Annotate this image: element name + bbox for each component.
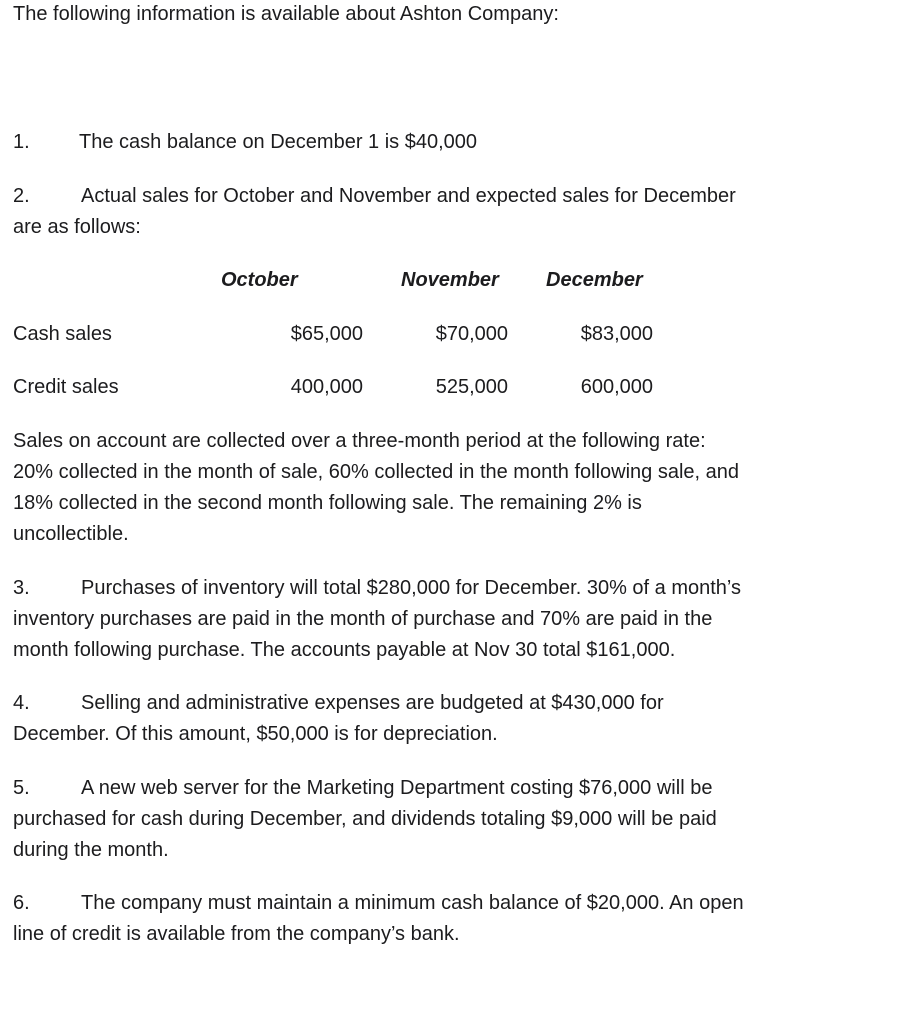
item-6 [13,891,744,915]
column-header-october: October [221,269,298,291]
item-number: 1. [13,131,30,153]
item-text: Purchases of inventory will total $280,000 for December. 30% of a month’s [81,577,741,599]
item-number: 4. [13,692,30,714]
intro-text: The following information is available about Ashton Company: [13,3,559,25]
item-text: A new web server for the Marketing Department costing $76,000 will be [81,777,713,799]
table-cell: $65,000 [290,323,363,345]
item-number: 6. [13,892,30,914]
item-number: 3. [13,577,30,599]
item-6-continued: line of credit is available from the company’s bank. [13,923,460,945]
item-3 [13,576,741,600]
table-cell: $83,000 [580,323,653,345]
paragraph-line: 20% collected in the month of sale, 60% collected in the month following sale, and [13,461,739,483]
item-3-continued: month following purchase. The accounts payable at Nov 30 total $161,000. [13,639,676,661]
table-row-label: Credit sales [13,376,119,398]
item-4-continued: December. Of this amount, $50,000 is for depreciation. [13,723,498,745]
item-2 [13,184,736,208]
table-cell: 600,000 [580,376,653,398]
table-cell: 400,000 [290,376,363,398]
item-text: The company must maintain a minimum cash balance of $20,000. An open [81,892,744,914]
item-5-continued: during the month. [13,839,169,861]
paragraph-line: 18% collected in the second month following sale. The remaining 2% is [13,492,642,514]
item-number: 5. [13,777,30,799]
item-text: The cash balance on December 1 is $40,000 [79,131,478,153]
item-text: Actual sales for October and November and expected sales for December [81,185,736,207]
paragraph-line: Sales on account are collected over a three-month period at the following rate: [13,430,706,452]
column-header-november: November [401,269,499,291]
column-header-december: December [546,269,643,291]
item-2-continued: are as follows: [13,216,141,238]
table-cell: 525,000 [435,376,508,398]
paragraph-line: uncollectible. [13,523,129,545]
item-5 [13,776,712,800]
table-cell: $70,000 [435,323,508,345]
item-4 [13,691,664,715]
item-3-continued: inventory purchases are paid in the month of purchase and 70% are paid in the [13,608,713,630]
item-number: 2. [13,185,30,207]
item-1 [13,130,477,154]
item-text: Selling and administrative expenses are budgeted at $430,000 for [81,692,664,714]
item-5-continued: purchased for cash during December, and dividends totaling $9,000 will be paid [13,808,717,830]
table-row-label: Cash sales [13,323,112,345]
